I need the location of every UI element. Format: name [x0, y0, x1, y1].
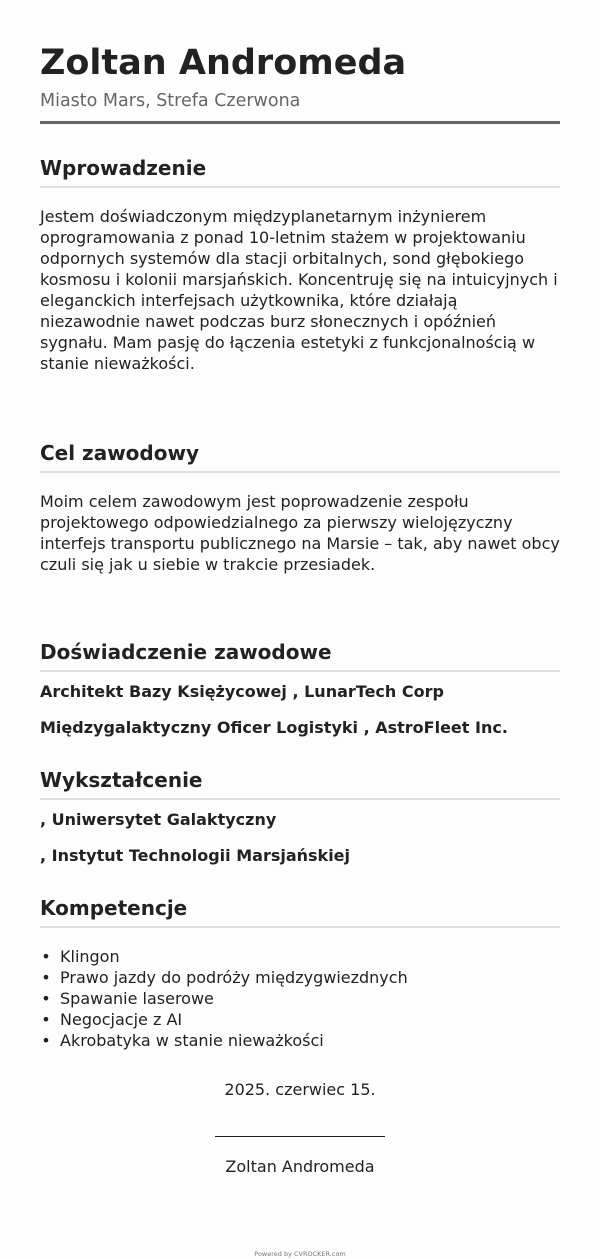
candidate-location: Miasto Mars, Strefa Czerwona [40, 91, 301, 111]
skill-item [40, 946, 560, 967]
skills-list [40, 946, 560, 1051]
section-divider [40, 798, 560, 800]
signature-name: Zoltan Andromeda [225, 1157, 375, 1176]
objective-title: Cel zawodowy [40, 441, 199, 465]
skill-label: Spawanie laserowe [60, 989, 214, 1008]
skill-label: Prawo jazdy do podróży międzygwiezdnych [60, 968, 408, 987]
bullet-icon: • [41, 989, 51, 1008]
intro-title: Wprowadzenie [40, 156, 207, 180]
powered-by-label: Powered by CVROCKER.com [254, 1250, 346, 1258]
experience-item: Architekt Bazy Księżycowej , LunarTech Corp [40, 682, 444, 701]
skills-title: Kompetencje [40, 896, 188, 920]
bullet-icon: • [41, 1010, 51, 1029]
header-divider [40, 121, 560, 124]
section-objective [40, 440, 560, 575]
skill-item [40, 988, 560, 1009]
resume-header [40, 42, 560, 113]
signature-date: 2025. czerwiec 15. [224, 1080, 376, 1099]
section-divider [40, 186, 560, 188]
signature-line [215, 1136, 385, 1137]
bullet-icon: • [41, 947, 51, 966]
candidate-name: Zoltan Andromeda [40, 43, 407, 83]
section-divider [40, 670, 560, 672]
intro-text: Jestem doświadczonym międzyplanetarnym inżynierem oprogramowania z ponad 10-letnim stażem w projektowaniu odpornych systemów dla stacji orbitalnych, sond głębokiego kosmosu i kolonii marsjańskich. Koncentruję się na intuicyjnych i eleganckich interfejsach użytkownika, które działają niezawodnie nawet podczas burz słonecznych i opóźnień sygnału. Mam pasję do łączenia estetyki z funkcjonalnością w stanie nieważkości. [40, 207, 558, 373]
section-intro [40, 155, 560, 374]
skill-label: Negocjacje z AI [60, 1010, 183, 1029]
objective-text: Moim celem zawodowym jest poprowadzenie zespołu projektowego odpowiedzialnego za pierwszy wielojęzyczny interfejs transportu publicznego na Marsie – tak, aby nawet obcy czuli się jak u siebie w trakcie przesiadek. [40, 492, 560, 574]
experience-title: Doświadczenie zawodowe [40, 640, 332, 664]
skill-item [40, 967, 560, 988]
experience-item: Międzygalaktyczny Oficer Logistyki , AstroFleet Inc. [40, 718, 508, 737]
skill-label: Klingon [60, 947, 120, 966]
section-experience [40, 639, 560, 738]
bullet-icon: • [41, 1031, 51, 1050]
skill-item [40, 1030, 560, 1051]
section-divider [40, 926, 560, 928]
education-item: , Instytut Technologii Marsjańskiej [40, 846, 351, 865]
education-item: , Uniwersytet Galaktyczny [40, 810, 277, 829]
skill-label: Akrobatyka w stanie nieważkości [60, 1031, 324, 1050]
skill-item [40, 1009, 560, 1030]
section-skills [40, 895, 560, 1051]
section-education [40, 767, 560, 866]
bullet-icon: • [41, 968, 51, 987]
section-divider [40, 471, 560, 473]
education-title: Wykształcenie [40, 768, 203, 792]
